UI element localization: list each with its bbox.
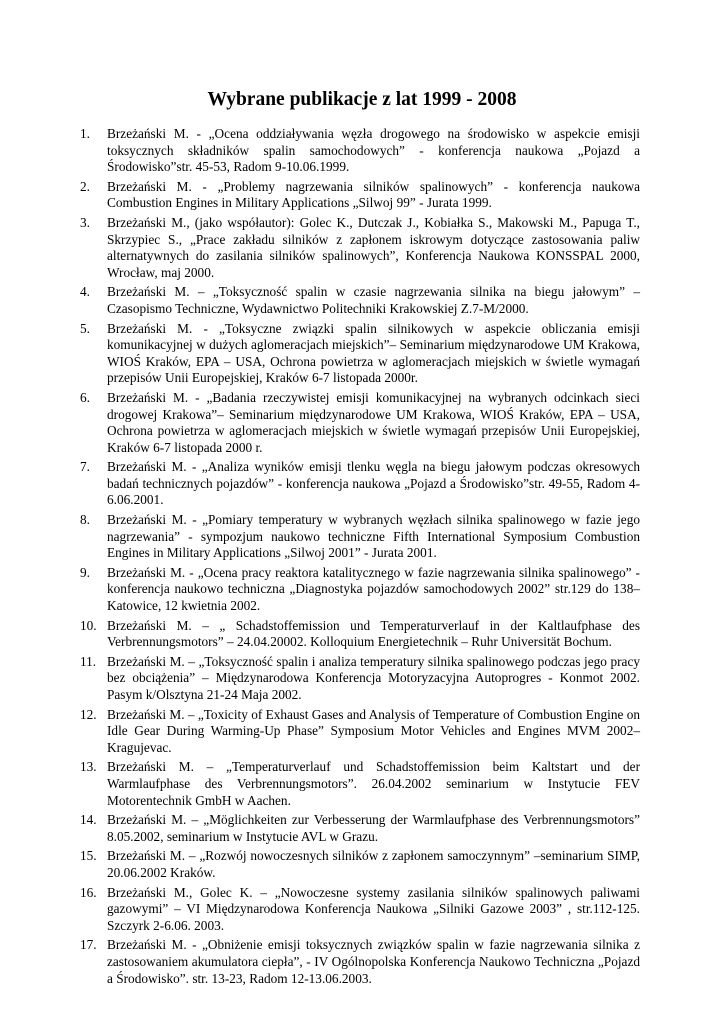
publication-item xyxy=(80,126,640,176)
publication-item xyxy=(80,812,640,845)
publication-item xyxy=(80,215,640,281)
publication-item xyxy=(80,848,640,881)
publication-text: Brzeżański M. - „Analiza wyników emisji tlenku węgla na biegu jałowym podczas okresowych badań technicznych pojazdów” - konferencja naukowa „Pojazd a Środowisko”str. 49-55, Radom 4-6.06.2001. xyxy=(107,459,640,508)
publication-number: 9. xyxy=(80,564,90,580)
publication-number: 11. xyxy=(80,653,97,669)
publication-number: 5. xyxy=(80,320,90,336)
publication-number: 4. xyxy=(80,284,90,300)
publication-item xyxy=(80,707,640,757)
publication-item xyxy=(80,565,640,615)
publication-number: 16. xyxy=(80,884,97,900)
publication-item xyxy=(80,618,640,651)
publication-text: Brzeżański M., Golec K. – „Nowoczesne systemy zasilania silników spalinowych paliwami gazowymi” – VI Międzynarodowa Konferencja Naukowa „Silniki Gazowe 2003” , str.112-125. Szczyrk 2-6.06. 2003. xyxy=(107,884,640,933)
publication-number: 15. xyxy=(80,848,97,864)
publication-text: Brzeżański M. – „Toksyczność spalin i analiza temperatury silnika spalinowego podczas jego pracy bez obciążenia” – Międzynarodowa Konferencja Motoryzacyjna Autoprogres - Konmot 2002. Pasym k/Olsztyna 21-24 Maja 2002. xyxy=(107,653,640,702)
publication-number: 6. xyxy=(80,389,90,405)
publication-item xyxy=(80,937,640,987)
publication-text: Brzeżański M. – „Toksyczność spalin w czasie nagrzewania silnika na biegu jałowym” – Czasopismo Techniczne, Wydawnictwo Politechniki Krakowskiej Z.7-M/2000. xyxy=(107,284,640,316)
publication-number: 10. xyxy=(80,617,97,633)
publication-text: Brzeżański M. - „Ocena oddziaływania węzła drogowego na środowisko w aspekcie emisji toksycznych składników spalin samochodowych” - konferencja naukowa „Pojazd a Środowisko”str. 45-53, Radom 9-10.06.1999. xyxy=(107,126,640,175)
publication-item xyxy=(80,512,640,562)
publication-text: Brzeżański M. – „Temperaturverlauf und Schadstoffemission beim Kaltstart und der Warmlaufphase des Verbrennungsmotors”. 26.04.2002 seminarium w Instytucie FEV Motorentechnik GmbH w Aachen. xyxy=(107,759,640,808)
publication-number: 7. xyxy=(80,459,90,475)
publication-list xyxy=(80,126,640,990)
publication-text: Brzeżański M. - „Problemy nagrzewania silników spalinowych” - konferencja naukowa Combustion Engines in Military Applications „Silwoj 99” - Jurata 1999. xyxy=(107,178,640,211)
publication-text: Brzeżański M. - „Pomiary temperatury w wybranych węzłach silnika spalinowego w fazie jego nagrzewania” - sympozjum naukowo techniczne Fifth International Symposium Combustion Engines in Military Applications „Silwoj 2001” - Jurata 2001. xyxy=(107,512,640,561)
publication-item xyxy=(80,390,640,456)
publication-number: 12. xyxy=(80,706,97,722)
publication-text: Brzeżański M. – „Toxicity of Exhaust Gases and Analysis of Temperature of Combustion Engine on Idle Gear During Warming-Up Phase” Symposium Motor Vehicles and Engines MVM 2002– Kragujevac. xyxy=(107,706,640,755)
publication-item xyxy=(80,179,640,212)
publication-number: 13. xyxy=(80,759,97,775)
publication-text: Brzeżański M. – „Möglichkeiten zur Verbesserung der Warmlaufphase des Verbrennungsmotors” 8.05.2002, seminarium w Instytucie AVL w Grazu. xyxy=(107,812,640,844)
publication-item xyxy=(80,284,640,317)
publication-number: 14. xyxy=(80,812,97,828)
publication-text: Brzeżański M. - „Toksyczne związki spalin silnikowych w aspekcie obliczania emisji komunikacyjnej w dużych aglomeracjach miejskich”– Seminarium międzynarodowe UM Krakowa, WIOŚ Kraków, EPA – USA, Ochrona powietrza w aglomeracjach miejskich w świetle wymagań przepisów Unii Europejskiej, Kraków 6-7 listopada 2000r. xyxy=(107,320,640,386)
publication-number: 3. xyxy=(80,214,90,230)
publication-item xyxy=(80,321,640,387)
publication-text: Brzeżański M. - „Badania rzeczywistej emisji komunikacyjnej na wybranych odcinkach sieci drogowej Krakowa”– Seminarium międzynarodowe UM Krakowa, WIOŚ Kraków, EPA – USA, Ochrona powietrza w aglomeracjach miejskich w świetle wymagań przepisów Unii Europejskiej, Kraków 6-7 listopada 2000 r. xyxy=(107,389,640,455)
publication-text: Brzeżański M. – „ Schadstoffemission und Temperaturverlauf in der Kaltlaufphase des Verbrennungsmotors” – 24.04.20002. Kolloquium Energietechnik – Ruhr Universität Bochum. xyxy=(107,617,640,650)
publication-item xyxy=(80,885,640,935)
publication-text: Brzeżański M. - „Obniżenie emisji toksycznych związków spalin w fazie nagrzewania silnika z zastosowaniem akumulatora ciepła”, - IV Ogólnopolska Konferencja Naukowo Techniczna „Pojazd a Środowisko”. str. 13-23, Radom 12-13.06.2003. xyxy=(107,937,640,986)
publication-number: 8. xyxy=(80,512,90,528)
publication-number: 1. xyxy=(80,126,90,141)
page-title: Wybrane publikacje z lat 1999 - 2008 xyxy=(207,89,517,110)
publication-number: 2. xyxy=(80,178,90,194)
publication-text: Brzeżański M. – „Rozwój nowoczesnych silników z zapłonem samoczynnym” –seminarium SIMP, 20.06.2002 Kraków. xyxy=(107,848,640,880)
publication-item xyxy=(80,759,640,809)
publication-text: Brzeżański M. - „Ocena pracy reaktora katalitycznego w fazie nagrzewania silnika spalinowego” - konferencja naukowo techniczna „Diagnostyka pojazdów samochodowych 2002” str.129 do 138– Katowice, 12 kwietnia 2002. xyxy=(107,564,640,614)
publication-number: 17. xyxy=(80,937,97,953)
publication-item xyxy=(80,654,640,704)
publication-text: Brzeżański M., (jako współautor): Golec K., Dutczak J., Kobiałka S., Makowski M., Papuga T., Skrzypiec S., „Prace zakładu silników z zapłonem iskrowym dotyczące zastosowania paliw alternatywnych do zasilania silników spalinowych”, Konferencja Naukowa KONSSPAL 2000, Wrocław, maj 2000. xyxy=(107,214,640,280)
publication-item xyxy=(80,459,640,509)
